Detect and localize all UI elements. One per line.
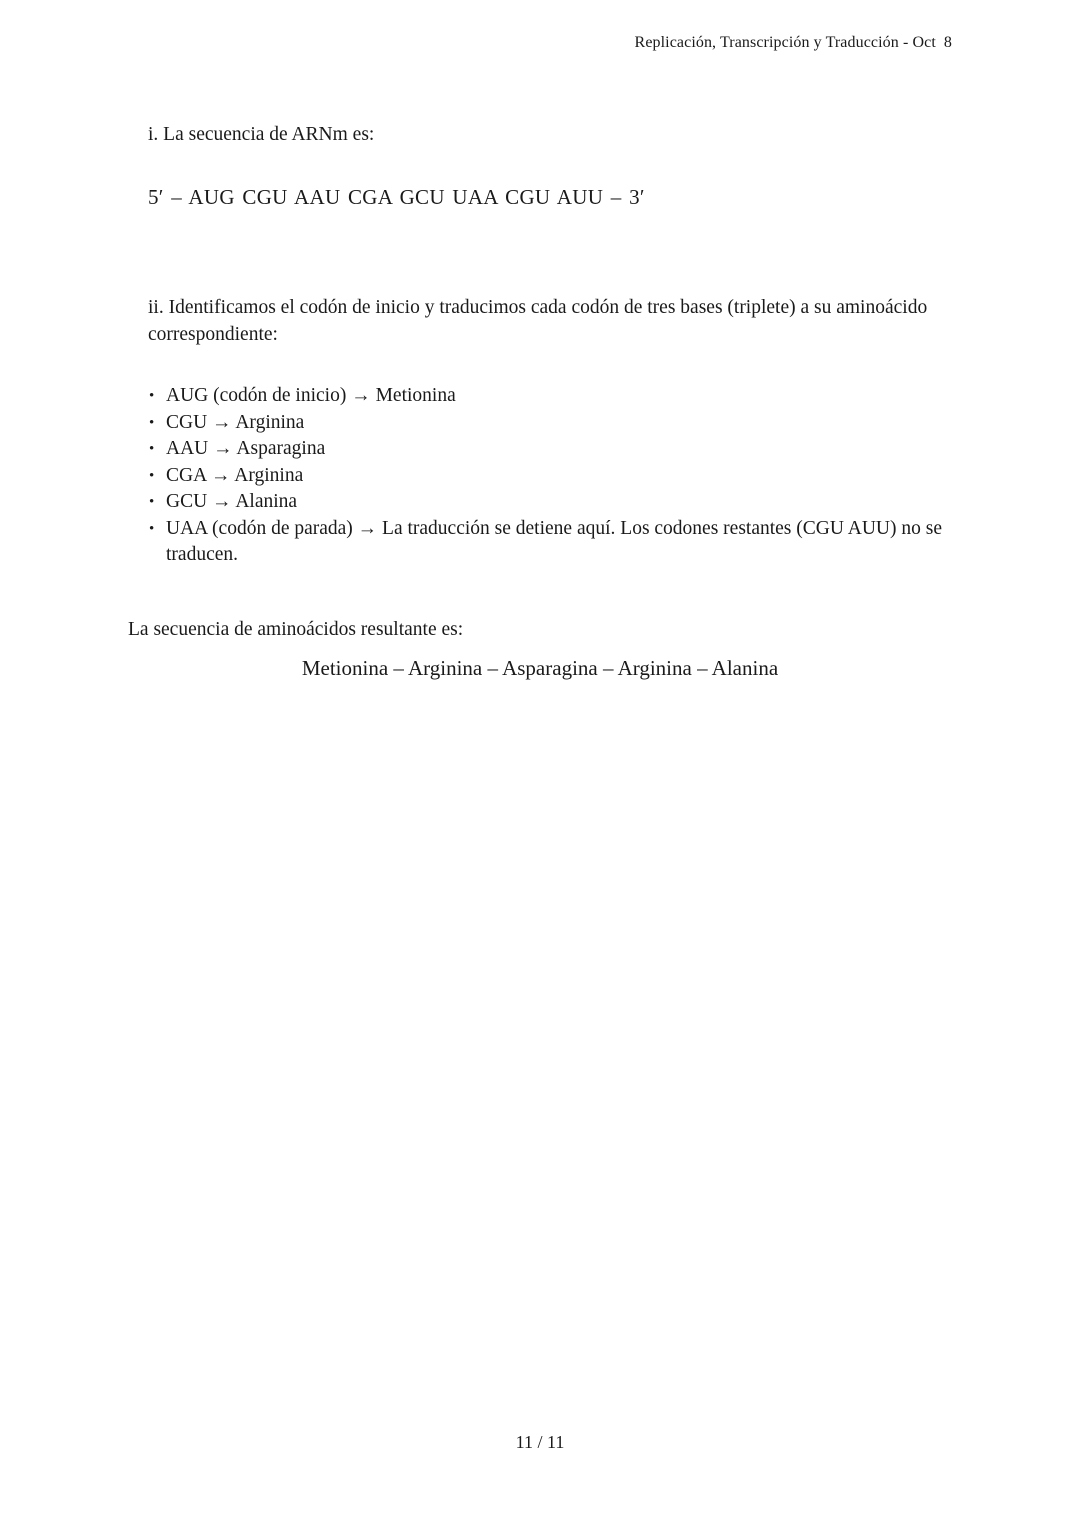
section-i-label: i. La secuencia de ARNm es: — [148, 124, 375, 145]
list-item: • UAA (codón de parada) → La traducción se detiene aquí. Los codones restantes (CGU AUU) no se traducen. — [148, 516, 948, 569]
result-label: La secuencia de aminoácidos resultante es: — [128, 619, 464, 640]
running-header — [635, 34, 952, 52]
list-item: • CGA → Arginina — [148, 463, 948, 490]
list-item: • CGU → Arginina — [148, 410, 948, 437]
codon-translation-list — [148, 383, 948, 569]
header-page-number: 8 — [943, 34, 952, 51]
list-item: • AAU → Asparagina — [148, 436, 948, 463]
list-item: • GCU → Alanina — [148, 489, 948, 516]
page-indicator: 11 / 11 — [515, 1432, 565, 1452]
list-item: • AUG (codón de inicio) → Metionina — [148, 383, 948, 410]
amino-acid-sequence: Metionina – Arginina – Asparagina – Arginina – Alanina — [301, 656, 779, 680]
mrna-sequence: 5′ – AUG CGU AAU CGA GCU UAA CGU AUU – 3′ — [148, 185, 645, 209]
section-ii-label: ii. Identificamos el codón de inicio y traducimos cada codón de tres bases (triplete) a su aminoácido correspondiente: — [148, 297, 928, 345]
header-title: Replicación, Transcripción y Traducción - Oct — [634, 34, 936, 51]
